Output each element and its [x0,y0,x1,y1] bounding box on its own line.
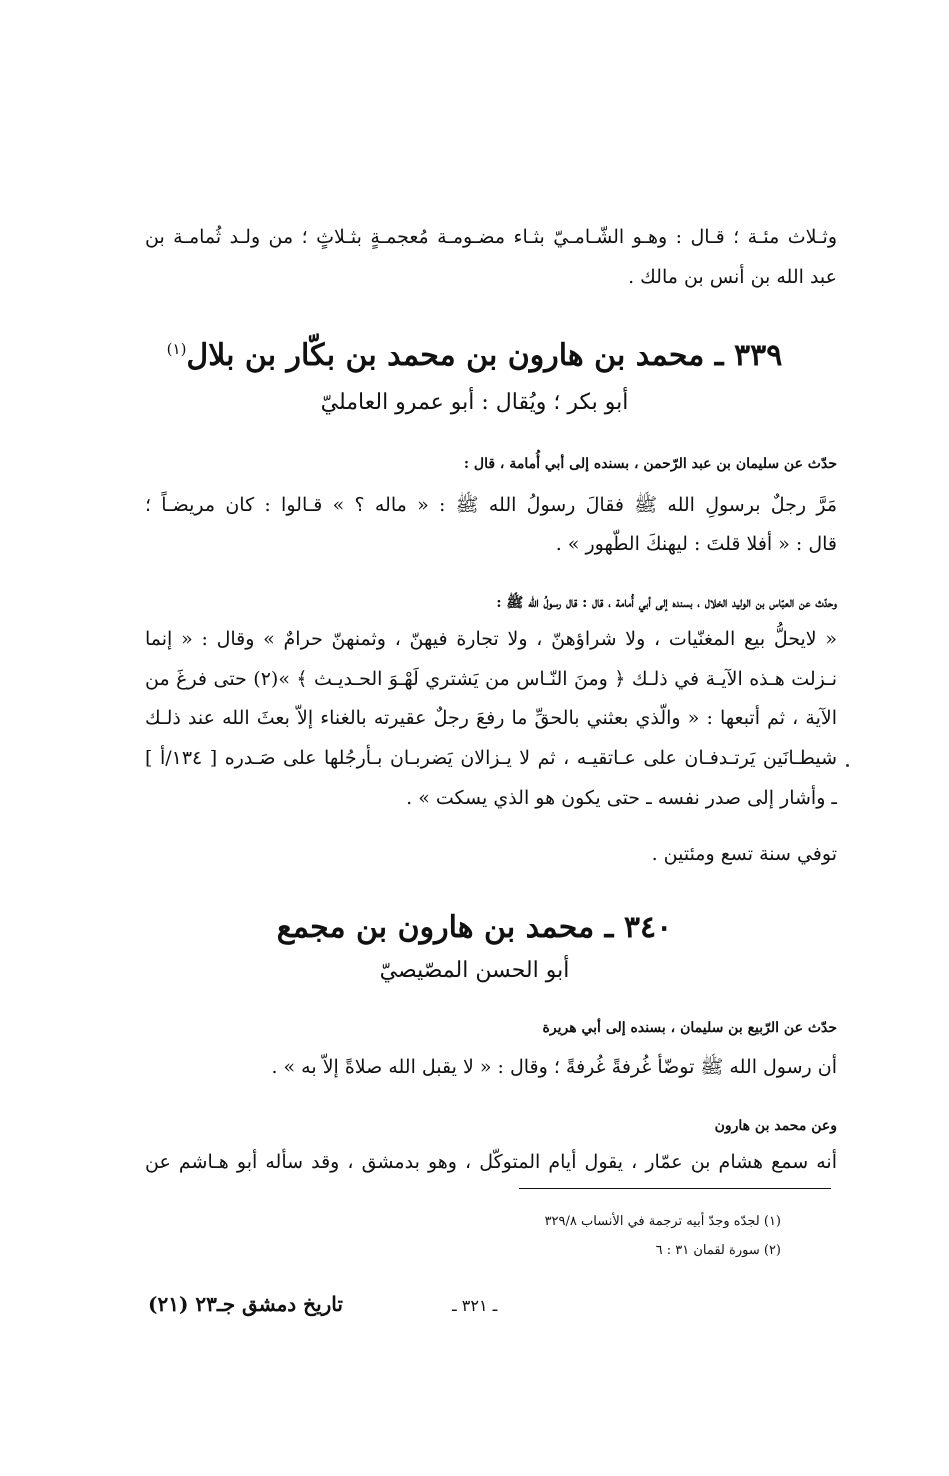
footnote-ref-1: (١) [166,340,187,358]
entry-340-text-line: أنه سمع هشام بن عمّار ، يقول أيام المتوكّل ، وهو بدمشق ، وقد سأله أبو هـاشم عن [145,1151,837,1173]
footer-book-reference: تاريخ دمشق جـ٢٣ (٢١) [148,1292,343,1316]
entry-340-subtitle: أبو الحسن المصّيصيّ [379,958,570,983]
footnote-2: (٢) سورة لقمان ٣١ : ٦ [655,1243,781,1258]
entry-339-hadith-2-line-2: نـزلت هـذه الآيـة في ذلـك ﴿ ومنَ النّـاس من يَشتري لَهْـوَ الحـديـث ﴾ »(٢) حتى فرغَ من [145,668,837,690]
footnote-divider [519,1188,831,1189]
entry-339-subtitle: أبو بكر ؛ ويُقال : أبو عمرو العامليّ [320,390,629,415]
entry-339-isnad-1: حدّث عن سليمان بن عبد الرّحمن ، بسنده إلى أبي أُمامة ، قال : [463,456,837,472]
entry-340-isnad-1: حدّث عن الرّبيع بن سليمان ، بسنده إلى أبي هريرة [542,1020,837,1036]
entry-339-title [0,338,949,373]
entry-340-hadith-1: أن رسول الله ﷺ توضّأ غُرفةً غُرفةً ؛ وقال : « لا يقبل الله صلاةً إلاّ به » . [271,1056,837,1078]
entry-339-hadith-2-line-5: ـ وأشار إلى صدر نفسه ـ حتى يكون هو الذي يسكت » . [406,787,837,809]
entry-339-isnad-2: وحدّث عن العبّاس بن الوليد الخلال ، بسنده إلى أبي أُمامة ، قال : قال رسولُ الله ﷺ : [496,595,837,611]
entry-340-title: ٣٤٠ ـ محمد بن هارون بن مجمع [276,910,673,945]
intro-line-2: عبد الله بن أنس بن مالك . [628,266,837,288]
entry-339-hadith-2-line-1: « لايحلُّ بيع المغنّيات ، ولا شراؤهنّ ، ولا تجارة فيهنّ ، وثمنهنّ حرامٌ » وقال : « إنما [145,628,837,650]
entry-339-hadith-2-line-4: شيطـانَين يَرتـدفـان على عـاتقيـه ، ثم لا يـزالان يَضربـان بـأرجُلها على صَـدره [ ١٣٤/أ ] [145,747,837,769]
entry-339-title-text: ٣٣٩ ـ محمد بن هارون بن محمد بن بكّار بن بلال [186,338,783,373]
entry-339-death: توفي سنة تسع ومئتين . [651,843,837,865]
page-number: ـ ٣٢١ ـ [452,1296,498,1315]
intro-line-1: وثـلاث مئـة ؛ قـال : وهـو الشّـامـيّ بثـاء مضـومـة مُعجمـةٍ بثـلاثٍ ؛ من ولـد ثُمامـة بن [145,226,837,248]
entry-339-hadith-1-line-1: مَرَّ رجلٌ برسولِ الله ﷺ فقالَ رسولُ الله ﷺ : « ماله ؟ » قـالوا : كان مريضـاً ؛ [145,494,837,516]
entry-339-hadith-2-line-3: الآية ، ثم أتبعها : « والّذي بعثني بالحقِّ ما رفعَ رجلٌ عقيرته بالغناء إلاّ بعثَ الله عند ذلـك [145,707,837,729]
scan-speck [846,764,849,767]
entry-339-hadith-1-line-2: قال : « أفلا قلتَ : ليهنكَ الطّهور » . [555,533,837,555]
footnote-1: (١) لجدّه وجدّ أبيه ترجمة في الأنساب ٣٢٩/٨ [544,1214,781,1229]
entry-340-isnad-2: وعن محمد بن هارون [714,1118,837,1134]
